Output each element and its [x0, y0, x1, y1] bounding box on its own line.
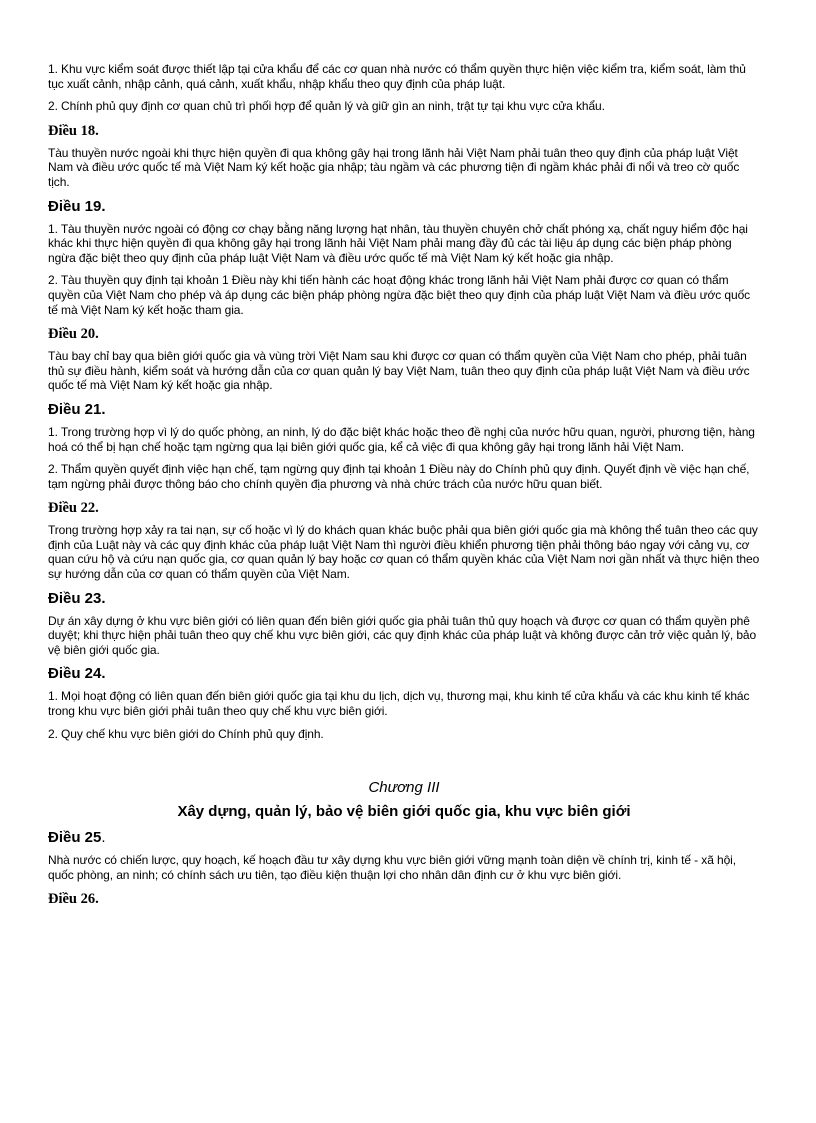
- article-heading-25-text: Điều 25: [48, 829, 102, 847]
- paragraph: 1. Tàu thuyền nước ngoài có động cơ chạy bằng năng lượng hạt nhân, tàu thuyền chuyên chở chất phóng xạ, chất nguy hiểm độc hại khác khi thực hiện quyền đi qua không gây hại trong lãnh hải Việt Nam phải mang đầy đủ các tài liệu áp dụng các biện pháp phòng ngừa đặc biệt theo quy định của pháp luật Việt Nam và điều ước quốc tế mà Việt Nam ký kết hoặc gia nhập.: [48, 221, 748, 265]
- paragraph: Dự án xây dựng ở khu vực biên giới có liên quan đến biên giới quốc gia phải tuân thủ quy hoạch và được cơ quan có thẩm quyền phê duyệt; khi thực hiện phải tuân theo quy chế khu vực biên giới, các quy định khác của pháp luật và không được cản trở việc quản lý, bảo vệ biên giới quốc gia.: [48, 613, 757, 657]
- paragraph: Tàu bay chỉ bay qua biên giới quốc gia và vùng trời Việt Nam sau khi được cơ quan có thẩm quyền của Việt Nam cho phép, phải tuân thủ sự điều hành, kiểm soát và hướng dẫn của cơ quan quản lý bay Việt Nam, tuân theo quy định của pháp luật Việt Nam và điều ước quốc tế mà Việt Nam ký kết hoặc gia nhập.: [48, 349, 750, 393]
- article-heading-23: Điều 23.: [48, 589, 106, 607]
- article-heading-18: Điều 18.: [48, 122, 99, 139]
- paragraph: Nhà nước có chiến lược, quy hoạch, kế hoạch đầu tư xây dựng khu vực biên giới vững mạnh toàn diện về chính trị, kinh tế - xã hội, quốc phòng, an ninh; có chính sách ưu tiên, tạo điều kiện thuận lợi cho nhân dân định cư ở khu vực biên giới.: [48, 853, 736, 882]
- document-page: [48, 62, 760, 914]
- paragraph: Tàu thuyền nước ngoài khi thực hiện quyền đi qua không gây hại trong lãnh hải Việt Nam phải tuân theo quy định của pháp luật Việt Nam và điều ước quốc tế mà Việt Nam ký kết hoặc gia nhập; tàu ngầm và các phương tiện đi ngầm khác phải đi nổi và treo cờ quốc tịch.: [48, 145, 740, 189]
- paragraph: 2. Tàu thuyền quy định tại khoản 1 Điều này khi tiến hành các hoạt động khác trong lãnh hải Việt Nam phải được cơ quan có thẩm quyền của Việt Nam cho phép và áp dụng các biện pháp phòng ngừa đặc biệt theo quy định của pháp luật Việt Nam và điều ước quốc tế mà Việt Nam ký kết hoặc tham gia.: [48, 273, 751, 317]
- article-heading-26: Điều 26.: [48, 891, 99, 908]
- paragraph: 1. Trong trường hợp vì lý do quốc phòng, an ninh, lý do đặc biệt khác hoặc theo đề nghị của nước hữu quan, người, phương tiện, hàng hoá có thể bị hạn chế hoặc tạm ngừng qua lại biên giới quốc gia, kể cả việc đi qua không gây hại trong lãnh hải Việt Nam.: [48, 424, 755, 454]
- paragraph: 1. Mọi hoạt động có liên quan đến biên giới quốc gia tại khu du lịch, dịch vụ, thương mại, khu kinh tế cửa khẩu và các khu kinh tế khác trong khu vực biên giới phải tuân theo quy chế khu vực biên giới.: [48, 689, 750, 719]
- chapter-number: Chương III: [368, 779, 440, 797]
- paragraph: 2. Chính phủ quy định cơ quan chủ trì phối hợp để quản lý và giữ gìn an ninh, trật tự tại khu vực cửa khẩu.: [48, 99, 605, 114]
- article-heading-24: Điều 24.: [48, 665, 106, 683]
- article-heading-20: Điều 20.: [48, 326, 99, 343]
- article-heading-22: Điều 22.: [48, 500, 99, 517]
- chapter-title: Xây dựng, quản lý, bảo vệ biên giới quốc gia, khu vực biên giới: [177, 803, 631, 821]
- article-heading-21: Điều 21.: [48, 400, 106, 418]
- paragraph: Trong trường hợp xảy ra tai nạn, sự cố hoặc vì lý do khách quan khác buộc phải qua biên giới quốc gia mà không thể tuân theo các quy định của Luật này và các quy định khác của pháp luật Việt Nam thì người điều khiển phương tiện phải thông báo ngay với cảng vụ, cơ quan cứu hộ và cứu nạn quốc gia, cơ quan quản lý bay hoặc cơ quan có thẩm quyền khác của Việt Nam nơi gần nhất và thực hiện theo sự hướng dẫn của cơ quan có thẩm quyền của Việt Nam.: [48, 523, 760, 582]
- article-heading-19: Điều 19.: [48, 197, 106, 215]
- paragraph: 2. Thẩm quyền quyết định việc hạn chế, tạm ngừng quy định tại khoản 1 Điều này do Chính phủ quy định. Quyết định về việc hạn chế, tạm ngừng phải được thông báo cho chính quyền địa phương và nhà chức trách của nước hữu quan biết.: [48, 462, 750, 491]
- paragraph: 2. Quy chế khu vực biên giới do Chính phủ quy định.: [48, 726, 324, 741]
- article-heading-25-dot: .: [101, 829, 106, 847]
- paragraph: 1. Khu vực kiểm soát được thiết lập tại cửa khẩu để các cơ quan nhà nước có thẩm quyền thực hiện việc kiểm tra, kiểm soát, làm thủ tục xuất cảnh, nhập cảnh, quá cảnh, xuất khẩu, nhập khẩu theo quy định của pháp luật.: [48, 62, 746, 91]
- article-heading-25: [48, 829, 760, 847]
